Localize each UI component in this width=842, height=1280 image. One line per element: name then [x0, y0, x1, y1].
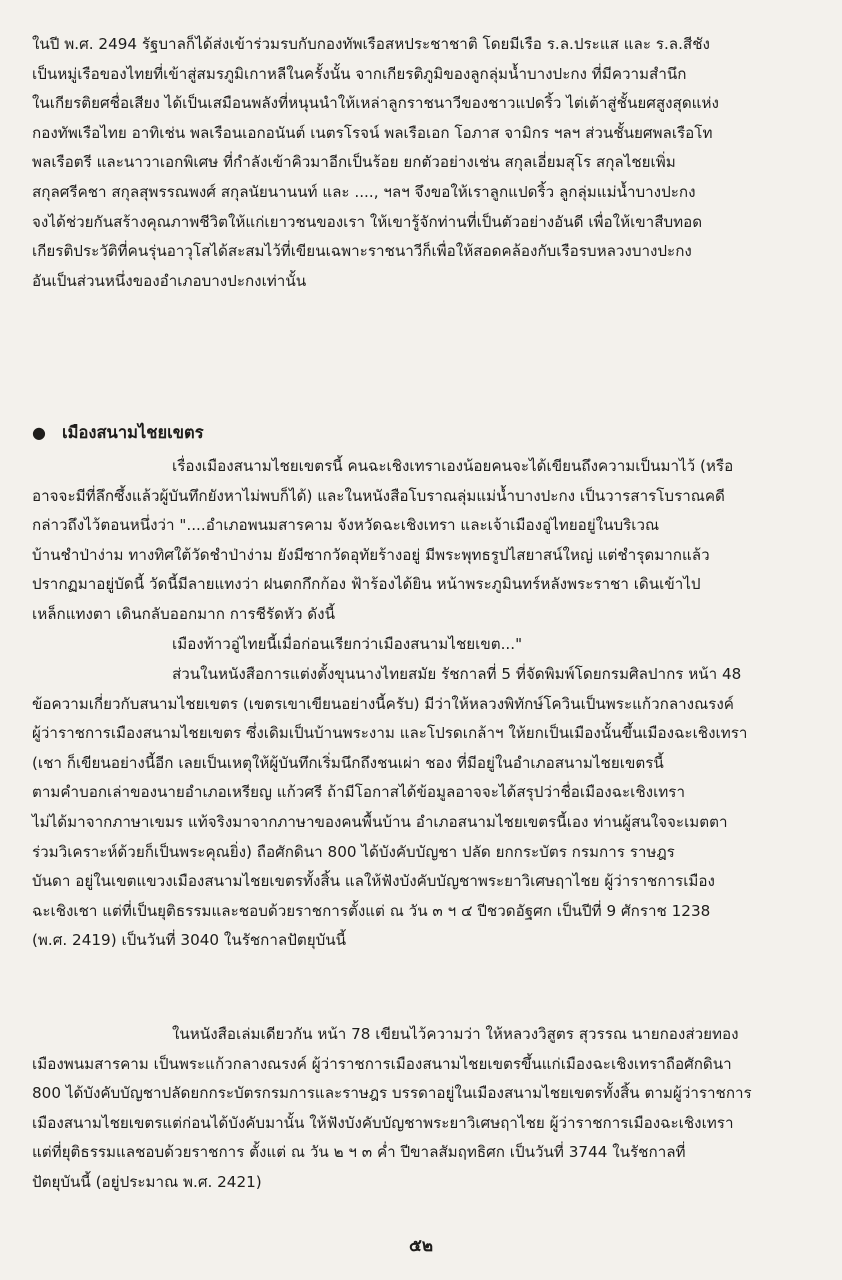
text-line: เรื่องเมืองสนามไชยเขตรนี้ คนฉะเชิงเทราเองน้อยคนจะได้เขียนถึงความเป็นมาไว้ (หรือ [172, 457, 734, 475]
text-line: ปัตยุบันนี้ (อยู่ประมาณ พ.ศ. 2421) [32, 1172, 262, 1191]
text-line: ปรากฏมาอยู่บัดนี้ วัดนี้มีลายแทงว่า ฝนตกกึกก้อง ฟ้าร้องได้ยิน หน้าพระภูมินทร์หลังพระราชา เดินเข้าไป [32, 575, 701, 594]
text-line: ข้อความเกี่ยวกับสนามไชยเขตร (เขตรเขาเขียนอย่างนี้ครับ) มีว่าให้หลวงพิทักษ์โควินเป็นพระแก้วกลางณรงค์ [32, 694, 734, 713]
text-line: เป็นหมู่เรือของไทยที่เข้าสู่สมรภูมิเกาหลีในครั้งนั้น จากเกียรติภูมิของลูกลุ่มน้ำบางปะกง ที่มีความสำนึก [32, 64, 687, 83]
text-line: ร่วมวิเคราะห์ด้วยก็เป็นพระคุณยิ่ง) ถือศักดินา 800 ได้บังคับบัญชา ปลัด ยกกระบัตร กรมการ ราษฎร [32, 842, 675, 861]
text-line: (พ.ศ. 2419) เป็นวันที่ 3040 ในรัชกาลปัตยุบันนี้ [32, 931, 347, 950]
paragraph-2 [32, 452, 822, 659]
text-line: สกุลศรีคชา สกุลสุพรรณพงศ์ สกุลนัยนานนท์ และ ...., ฯลฯ จึงขอให้เราลูกแปดริ้ว ลูกลุ่มแม่น้ำบางปะกง [32, 182, 696, 201]
page-number: ๕๒ [408, 1236, 434, 1256]
text-line: จงได้ช่วยกันสร้างคุณภาพชีวิตให้แก่เยาวชนของเรา ให้เขารู้จักท่านที่เป็นตัวอย่างอันดี เพื่อให้เขาสืบทอด [32, 212, 703, 231]
text-line: ส่วนในหนังสือการแต่งตั้งขุนนางไทยสมัย รัชกาลที่ 5 ที่จัดพิมพ์โดยกรมศิลปากร หน้า 48 [172, 665, 742, 683]
text-line: เกียรติประวัติที่คนรุ่นอาวุโสได้สะสมไว้ที่เขียนเฉพาะราชนาวีก็เพื่อให้สอดคล้องกับเรือรบหลวงบางปะกง [32, 242, 692, 261]
text-line: ตามคำบอกเล่าของนายอำเภอเหรียญ แก้วศรี ถ้ามีโอกาสได้ข้อมูลอาจจะได้สรุปว่าชื่อเมืองฉะเชิงเทรา [32, 783, 685, 802]
text-line: (เชา ก็เขียนอย่างนี้อีก เลยเป็นเหตุให้ผู้บันทึกเริ่มนึกถึงชนเผ่า ชอง ที่มีอยู่ในอำเภอสนามไชยเขตรนี้ [32, 753, 664, 772]
paragraph-3 [32, 660, 822, 956]
text-line: ฉะเชิงเชา แต่ที่เป็นยุติธรรมและชอบด้วยราชการตั้งแต่ ณ วัน ๓ ฯ ๔ ปีชวดอัฐศก เป็นปีที่ 9 ศักราช 1238 [32, 901, 711, 920]
quote-line: เมืองท้าวอู่ไทยนี้เมื่อก่อนเรียกว่าเมืองสนามไชยเขต..." [172, 634, 523, 653]
text-line: 800 ได้บังคับบัญชาปลัดยกกระบัตรกรมการและราษฎร บรรดาอยู่ในเมืองสนามไชยเขตรทั้งสิ้น ตามผู้ว่าราชการ [32, 1084, 752, 1103]
text-line: ไม่ได้มาจากภาษาเขมร แท้จริงมาจากภาษาของคนพื้นบ้าน อำเภอสนามไชยเขตรนี้เอง ท่านผู้สนใจจะเมตตา [32, 812, 728, 831]
text-line: อาจจะมีที่ลึกซึ้งแล้วผู้บันทึกยังหาไม่พบก็ได้) และในหนังสือโบราณลุ่มแม่น้ำบางปะกง เป็นวารสารโบราณคดี [32, 486, 725, 505]
text-line: เมืองสนามไชยเขตรแต่ก่อนได้บังคับมานั้น ให้ฟังบังคับบัญชาพระยาวิเศษฤาไชย ผู้ว่าราชการเมืองฉะเชิงเทรา [32, 1113, 734, 1132]
text-line: กองทัพเรือไทย อาทิเช่น พลเรือนเอกอนันต์ เนตรโรจน์ พลเรือเอก โอภาส จามิกร ฯลฯ ส่วนชั้นยศพลเรือโท [32, 123, 713, 142]
text-line: บันดา อยู่ในเขตแขวงเมืองสนามไชยเขตรทั้งสิ้น แลให้ฟังบังคับบัญชาพระยาวิเศษฤาไชย ผู้ว่าราชการเมือง [32, 872, 715, 891]
text-line: ในปี พ.ศ. 2494 รัฐบาลก็ได้ส่งเข้าร่วมรบกับกองทัพเรือสหประชาชาติ โดยมีเรือ ร.ล.ประแส และ ร.ล.สีชัง [32, 35, 710, 53]
section-heading [32, 420, 204, 446]
text-line: เหล็กแทงตา เดินกลับออกมาก การชีรัดหัว ดังนี้ [32, 604, 335, 623]
text-line: พลเรือตรี และนาวาเอกพิเศษ ที่กำลังเข้าคิวมาอีกเป็นร้อย ยกตัวอย่างเช่น สกุลเอี่ยมสุโร สกุลไชยเพิ่ม [32, 153, 676, 172]
bullet-icon: ● [32, 423, 46, 442]
text-line: ในหนังสือเล่มเดียวกัน หน้า 78 เขียนไว้ความว่า ให้หลวงวิสูตร สุวรรณ นายกองส่วยทอง [172, 1025, 739, 1043]
paragraph-1 [32, 30, 822, 296]
text-line: กล่าวถึงไว้ตอนหนึ่งว่า "....อำเภอพนมสารคาม จังหวัดฉะเชิงเทรา และเจ้าเมืองอู่ไทยอยู่ในบริเวณ [32, 516, 660, 535]
text-line: ผู้ว่าราชการเมืองสนามไชยเขตร ซึ่งเดิมเป็นบ้านพระงาม และโปรดเกล้าฯ ให้ยกเป็นเมืองนั้นขึ้นเมืองฉะเชิงเทรา [32, 724, 748, 743]
text-line: ในเกียรติยศชื่อเสียง ได้เป็นเสมือนพลังที่หนุนนำให้เหล่าลูกราชนาวีของชาวแปดริ้ว ไต่เต้าสู่ชั้นยศสูงสุดแห่ง [32, 94, 719, 113]
section-title: เมืองสนามไชยเขตร [62, 423, 204, 442]
text-line: แต่ที่ยุติธรรมแลชอบด้วยราชการ ตั้งแต่ ณ วัน ๒ ฯ ๓ ค่ำ ปีขาลสัมฤทธิศก เป็นวันที่ 3744 ในรัชกาลที่ [32, 1143, 686, 1162]
paragraph-4 [32, 1020, 822, 1198]
text-line: เมืองพนมสารคาม เป็นพระแก้วกลางณรงค์ ผู้ว่าราชการเมืองสนามไชยเขตรขึ้นแก่เมืองฉะเชิงเทราถือศักดินา [32, 1054, 732, 1073]
text-line: อันเป็นส่วนหนึ่งของอำเภอบางปะกงเท่านั้น [32, 271, 307, 290]
text-line: บ้านชำป่าง่าม ทางทิศใต้วัดชำป่าง่าม ยังมีซากวัดอุทัยร้างอยู่ มีพระพุทธรูปไสยาสน์ใหญ่ แต่ชำรุดมากแล้ว [32, 545, 710, 564]
